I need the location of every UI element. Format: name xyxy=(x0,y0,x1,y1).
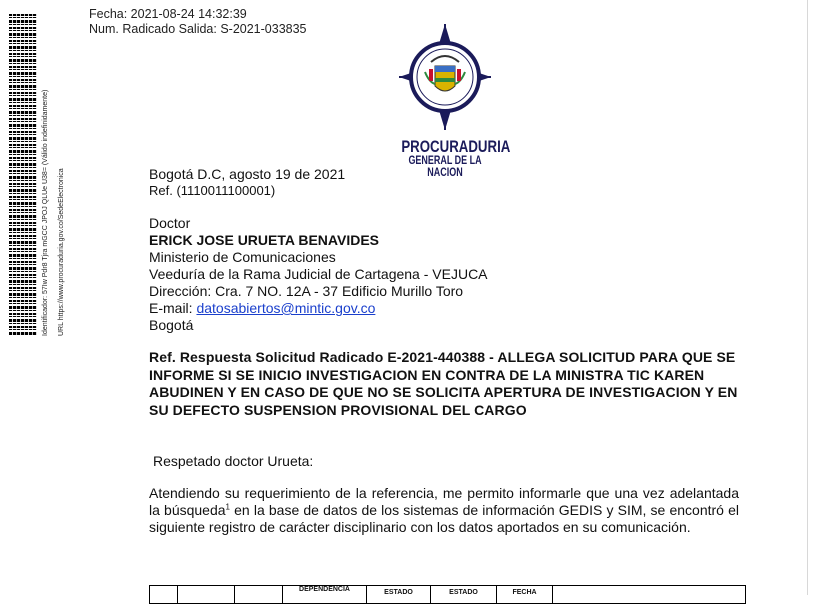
recipient-organization: Ministerio de Comunicaciones xyxy=(149,249,336,265)
table-header-cell: ESTADO xyxy=(431,586,497,604)
header-date: Fecha: 2021-08-24 14:32:39 xyxy=(89,7,247,21)
table-header-cell: DEPENDENCIA xyxy=(283,586,367,604)
place-date: Bogotá D.C, agosto 19 de 2021 xyxy=(149,166,346,182)
body-paragraph-part1: Atendiendo su requerimiento de la referencia, me permito informarle que una vez adelantada la búsqueda xyxy=(149,485,739,518)
body-paragraph-part2: en la base de datos de los sistemas de información GEDIS y SIM, se encontró el siguiente registro de carácter disciplinario con los datos aportados en su comunicación. xyxy=(149,502,739,535)
procuraduria-logo xyxy=(395,22,511,179)
footnote-marker: 1 xyxy=(225,502,230,512)
greeting: Respetado doctor Urueta: xyxy=(153,453,314,469)
email-link[interactable]: datosabiertos@mintic.gov.co xyxy=(196,300,376,316)
reference-number: Ref. (1110011100001) xyxy=(149,183,276,198)
recipient-name: ERICK JOSE URUETA BENAVIDES xyxy=(149,232,379,248)
subject-reference: Ref. Respuesta Solicitud Radicado E-2021-440388 - ALLEGA SOLICITUD PARA QUE SE INFORME SI SE INICIO INVESTIGACION EN CONTRA DE LA MINISTRA TIC KAREN ABUDINEN Y EN CASO DE QUE NO SE SOLICITA APERTURA DE INVESTIGACION Y EN SU DEFECTO SUSPENSION PROVISIONAL DEL CARGO xyxy=(149,349,738,418)
table-header-cell: ESTADO xyxy=(367,586,431,604)
page-edge xyxy=(807,0,808,595)
recipient-city: Bogotá xyxy=(149,317,194,333)
logo-title: PROCURADURIA xyxy=(401,137,511,156)
recipient-office: Veeduría de la Rama Judicial de Cartagena - VEJUCA xyxy=(149,266,488,282)
barcode xyxy=(9,14,37,336)
verification-url: URL https://www.procuraduria.gov.co/SedeElectronica xyxy=(58,168,65,336)
recipient-email-line xyxy=(149,300,375,317)
recipient-address: Dirección: Cra. 7 NO. 12A - 37 Edificio Murillo Toro xyxy=(149,283,464,299)
body-paragraph xyxy=(149,485,739,536)
header-radicado: Num. Radicado Salida: S-2021-033835 xyxy=(89,22,307,36)
compass-emblem-icon xyxy=(395,22,495,132)
document-identifier: Identificador: 57Iw Pdr8 Tjra mGCC JPOJ QLUe U38= (Válido indefinidamente) xyxy=(42,89,49,336)
logo-subtitle: GENERAL DE LA NACION xyxy=(408,155,482,179)
email-label: E-mail: xyxy=(149,300,197,316)
table-header-cell: FECHA xyxy=(497,586,553,604)
salutation-title: Doctor xyxy=(149,215,191,231)
